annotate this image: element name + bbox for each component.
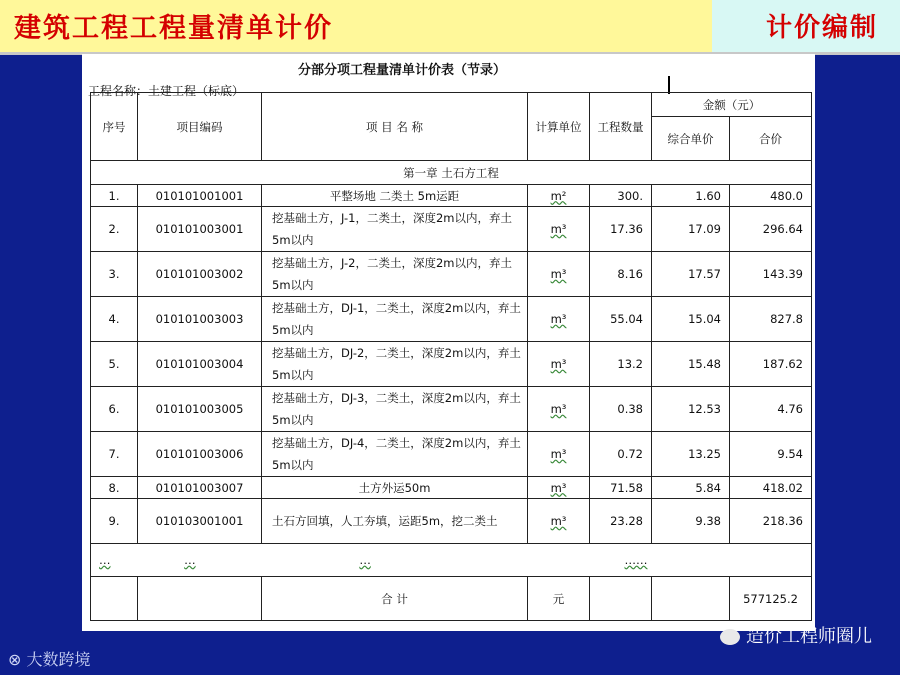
cell-empty <box>138 577 262 621</box>
col-header-seq: 序号 <box>91 93 138 161</box>
cell-seq: 8. <box>91 477 138 499</box>
cell-empty <box>91 577 138 621</box>
cell-unit: m³ <box>528 477 590 499</box>
col-header-unit-price: 综合单价 <box>652 117 730 161</box>
table-row <box>91 499 812 544</box>
cell-seq: 4. <box>91 297 138 342</box>
cell-total: 480.0 <box>730 185 812 207</box>
corner-logo-text: 大数跨境 <box>26 650 91 669</box>
total-value: 577125.2 <box>730 577 812 621</box>
cell-unit: m³ <box>528 387 590 432</box>
cell-total: 218.36 <box>730 499 812 544</box>
cell-seq: 9. <box>91 499 138 544</box>
cell-name: 土方外运50m <box>262 477 528 499</box>
subtitle-bar <box>712 0 900 52</box>
cell-seq: 6. <box>91 387 138 432</box>
cell-total: 296.64 <box>730 207 812 252</box>
table-title: 分部分项工程量清单计价表（节录） <box>297 63 506 78</box>
cell-code: 010101001001 <box>138 185 262 207</box>
cell-name: 土石方回填，人工夯填，运距5m，挖二类土 <box>262 499 528 544</box>
cell-seq: 7. <box>91 432 138 477</box>
table-row <box>91 342 812 387</box>
cell-qty: 300. <box>590 185 652 207</box>
col-header-total: 合价 <box>730 117 812 161</box>
cell-unit: m³ <box>528 297 590 342</box>
table-row <box>91 477 812 499</box>
col-header-qty: 工程数量 <box>590 93 652 161</box>
cell-qty: 0.38 <box>590 387 652 432</box>
cell-price: 17.09 <box>652 207 730 252</box>
section-title: 第一章 土石方工程 <box>91 161 812 185</box>
ellipsis-c: … <box>359 553 371 567</box>
cell-total: 4.76 <box>730 387 812 432</box>
col-header-code: 项目编码 <box>138 93 262 161</box>
cell-code: 010101003002 <box>138 252 262 297</box>
cell-name: 挖基础土方，DJ-1，二类土，深度2m以内，弃土5m以内 <box>262 297 528 342</box>
col-header-amount: 金额（元） <box>652 93 812 117</box>
cell-price: 17.57 <box>652 252 730 297</box>
header-row <box>91 93 812 117</box>
cell-qty: 23.28 <box>590 499 652 544</box>
total-row <box>91 577 812 621</box>
cell-price: 15.48 <box>652 342 730 387</box>
wechat-icon <box>720 629 740 645</box>
cell-qty: 0.72 <box>590 432 652 477</box>
cell-code: 010101003001 <box>138 207 262 252</box>
cell-name: 挖基础土方，DJ-2，二类土，深度2m以内，弃土5m以内 <box>262 342 528 387</box>
cell-code: 010101003007 <box>138 477 262 499</box>
cell-total: 143.39 <box>730 252 812 297</box>
watermark <box>720 622 872 648</box>
cell-qty: 71.58 <box>590 477 652 499</box>
ellipsis-d: …… <box>624 553 648 567</box>
cell-qty: 55.04 <box>590 297 652 342</box>
pricing-table <box>90 92 812 621</box>
cell-seq: 3. <box>91 252 138 297</box>
project-name: 工程名称：土建工程（标底） <box>88 84 245 98</box>
cell-name: 挖基础土方，DJ-3，二类土，深度2m以内，弃土5m以内 <box>262 387 528 432</box>
total-unit: 元 <box>528 577 590 621</box>
table-row <box>91 252 812 297</box>
cell-unit: m³ <box>528 342 590 387</box>
cell-price: 12.53 <box>652 387 730 432</box>
cell-seq: 2. <box>91 207 138 252</box>
cell-seq: 1. <box>91 185 138 207</box>
cell-price: 5.84 <box>652 477 730 499</box>
table-row <box>91 432 812 477</box>
cell-total: 418.02 <box>730 477 812 499</box>
logo-icon: ⊗ <box>8 650 27 669</box>
cell-unit: m³ <box>528 207 590 252</box>
cell-price: 9.38 <box>652 499 730 544</box>
cell-seq: 5. <box>91 342 138 387</box>
cell-unit: m² <box>528 185 590 207</box>
ellipsis-row <box>91 544 812 577</box>
cell-qty: 17.36 <box>590 207 652 252</box>
cell-total: 9.54 <box>730 432 812 477</box>
cell-empty <box>590 577 652 621</box>
cell-code: 010101003004 <box>138 342 262 387</box>
page-subtitle: 计价编制 <box>765 13 878 43</box>
cell-code: 010101003005 <box>138 387 262 432</box>
cell-unit: m³ <box>528 432 590 477</box>
cell-price: 13.25 <box>652 432 730 477</box>
ellipsis-cell <box>91 544 812 577</box>
cell-qty: 8.16 <box>590 252 652 297</box>
cell-name: 平整场地 二类土 5m运距 <box>262 185 528 207</box>
ellipsis-b: … <box>184 553 196 567</box>
cell-qty: 13.2 <box>590 342 652 387</box>
cell-code: 010101003003 <box>138 297 262 342</box>
col-header-name: 项 目 名 称 <box>262 93 528 161</box>
title-bar <box>0 0 712 52</box>
cell-code: 010101003006 <box>138 432 262 477</box>
table-row <box>91 387 812 432</box>
table-row <box>91 185 812 207</box>
cell-price: 15.04 <box>652 297 730 342</box>
ellipsis-a: … <box>99 553 111 567</box>
cell-empty <box>652 577 730 621</box>
cell-total: 827.8 <box>730 297 812 342</box>
watermark-text: 造价工程师圈儿 <box>746 626 872 647</box>
document-scan <box>82 54 815 631</box>
col-header-unit: 计算单位 <box>528 93 590 161</box>
corner-logo <box>8 647 91 670</box>
section-row <box>91 161 812 185</box>
cell-code: 010103001001 <box>138 499 262 544</box>
cell-price: 1.60 <box>652 185 730 207</box>
page-title: 建筑工程工程量清单计价 <box>14 13 333 44</box>
cell-unit: m³ <box>528 252 590 297</box>
cell-unit: m³ <box>528 499 590 544</box>
cell-name: 挖基础土方，DJ-4，二类土，深度2m以内，弃土5m以内 <box>262 432 528 477</box>
cell-total: 187.62 <box>730 342 812 387</box>
table-row <box>91 297 812 342</box>
table-row <box>91 207 812 252</box>
total-label: 合 计 <box>262 577 528 621</box>
cell-name: 挖基础土方，J-2，二类土，深度2m以内，弃土5m以内 <box>262 252 528 297</box>
cell-name: 挖基础土方，J-1，二类土，深度2m以内，弃土5m以内 <box>262 207 528 252</box>
